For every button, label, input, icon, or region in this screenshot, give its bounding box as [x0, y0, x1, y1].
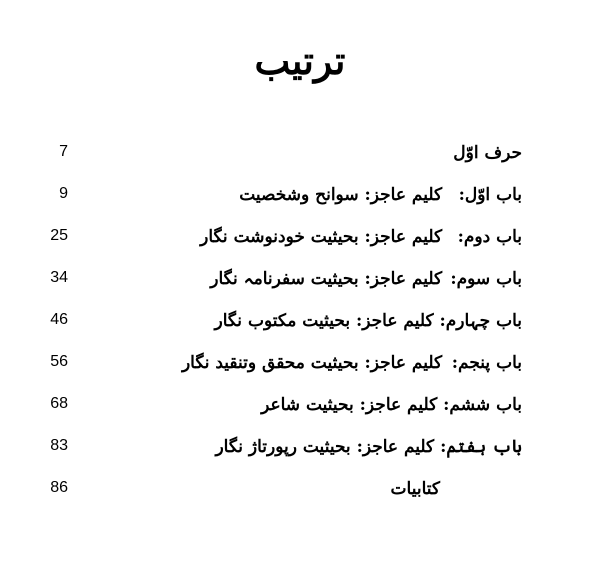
toc-row-chapter-2 [0, 220, 600, 260]
toc-page-number: 7 [59, 143, 68, 160]
toc-entry [200, 222, 522, 252]
toc-row-bibliography [0, 472, 600, 512]
toc-page-number: 34 [50, 269, 68, 286]
toc-topic: حرف اوّل [453, 143, 522, 163]
toc-page-number: 46 [50, 311, 68, 328]
toc-chapter-label: باب چہارم: [439, 311, 522, 331]
toc-topic: کلیم عاجز: بحیثیت مکتوب نگار [214, 311, 434, 331]
toc-page-number: 83 [50, 437, 68, 454]
toc-chapter-label: باب دوم: [457, 227, 522, 247]
toc-topic: کلیم عاجز: بحیثیت شاعر [261, 395, 438, 415]
toc-page-number: 86 [50, 479, 68, 496]
toc-entry [215, 306, 522, 336]
page-title: ترتیب [254, 38, 346, 83]
toc-entry [239, 180, 522, 210]
toc-entry [453, 138, 522, 168]
toc-row-chapter-3 [0, 262, 600, 302]
toc-entry [182, 348, 522, 378]
toc-page-number: 25 [50, 227, 68, 244]
toc-topic: کتابیات [390, 479, 440, 499]
toc-topic: کلیم عاجز: بحیثیت خودنوشت نگار [200, 227, 443, 247]
toc-row-chapter-4 [0, 304, 600, 344]
toc-entry [210, 264, 522, 294]
toc-topic: کلیم عاجز: بحیثیت محقق وتنقید نگار [181, 353, 443, 373]
toc-entry [391, 474, 440, 504]
toc-row-foreword [0, 136, 600, 176]
toc-chapter-label: باب ششم: [443, 395, 522, 415]
toc-page-number: 56 [50, 353, 68, 370]
toc-page-number: 68 [50, 395, 68, 412]
toc-page-number: 9 [59, 185, 68, 202]
toc-entry [261, 390, 522, 420]
toc-entry [215, 432, 522, 462]
toc-topic: کلیم عاجز: بحیثیت سفرنامہ نگار [210, 269, 443, 289]
toc-topic: کلیم عاجز: سوانح وشخصیت [239, 185, 443, 205]
toc-chapter-label: باب اوّل: [458, 185, 522, 205]
toc-chapter-label: باب ہفتم: [440, 437, 522, 457]
toc-row-chapter-1 [0, 178, 600, 218]
toc-row-chapter-5 [0, 346, 600, 386]
toc-topic: کلیم عاجز: بحیثیت رپورتاژ نگار [215, 437, 435, 457]
toc-chapter-label: باب پنجم: [451, 353, 522, 373]
toc-row-chapter-7 [0, 430, 600, 470]
table-of-contents [0, 136, 600, 536]
toc-row-chapter-6 [0, 388, 600, 428]
toc-chapter-label: باب سوم: [450, 269, 522, 289]
